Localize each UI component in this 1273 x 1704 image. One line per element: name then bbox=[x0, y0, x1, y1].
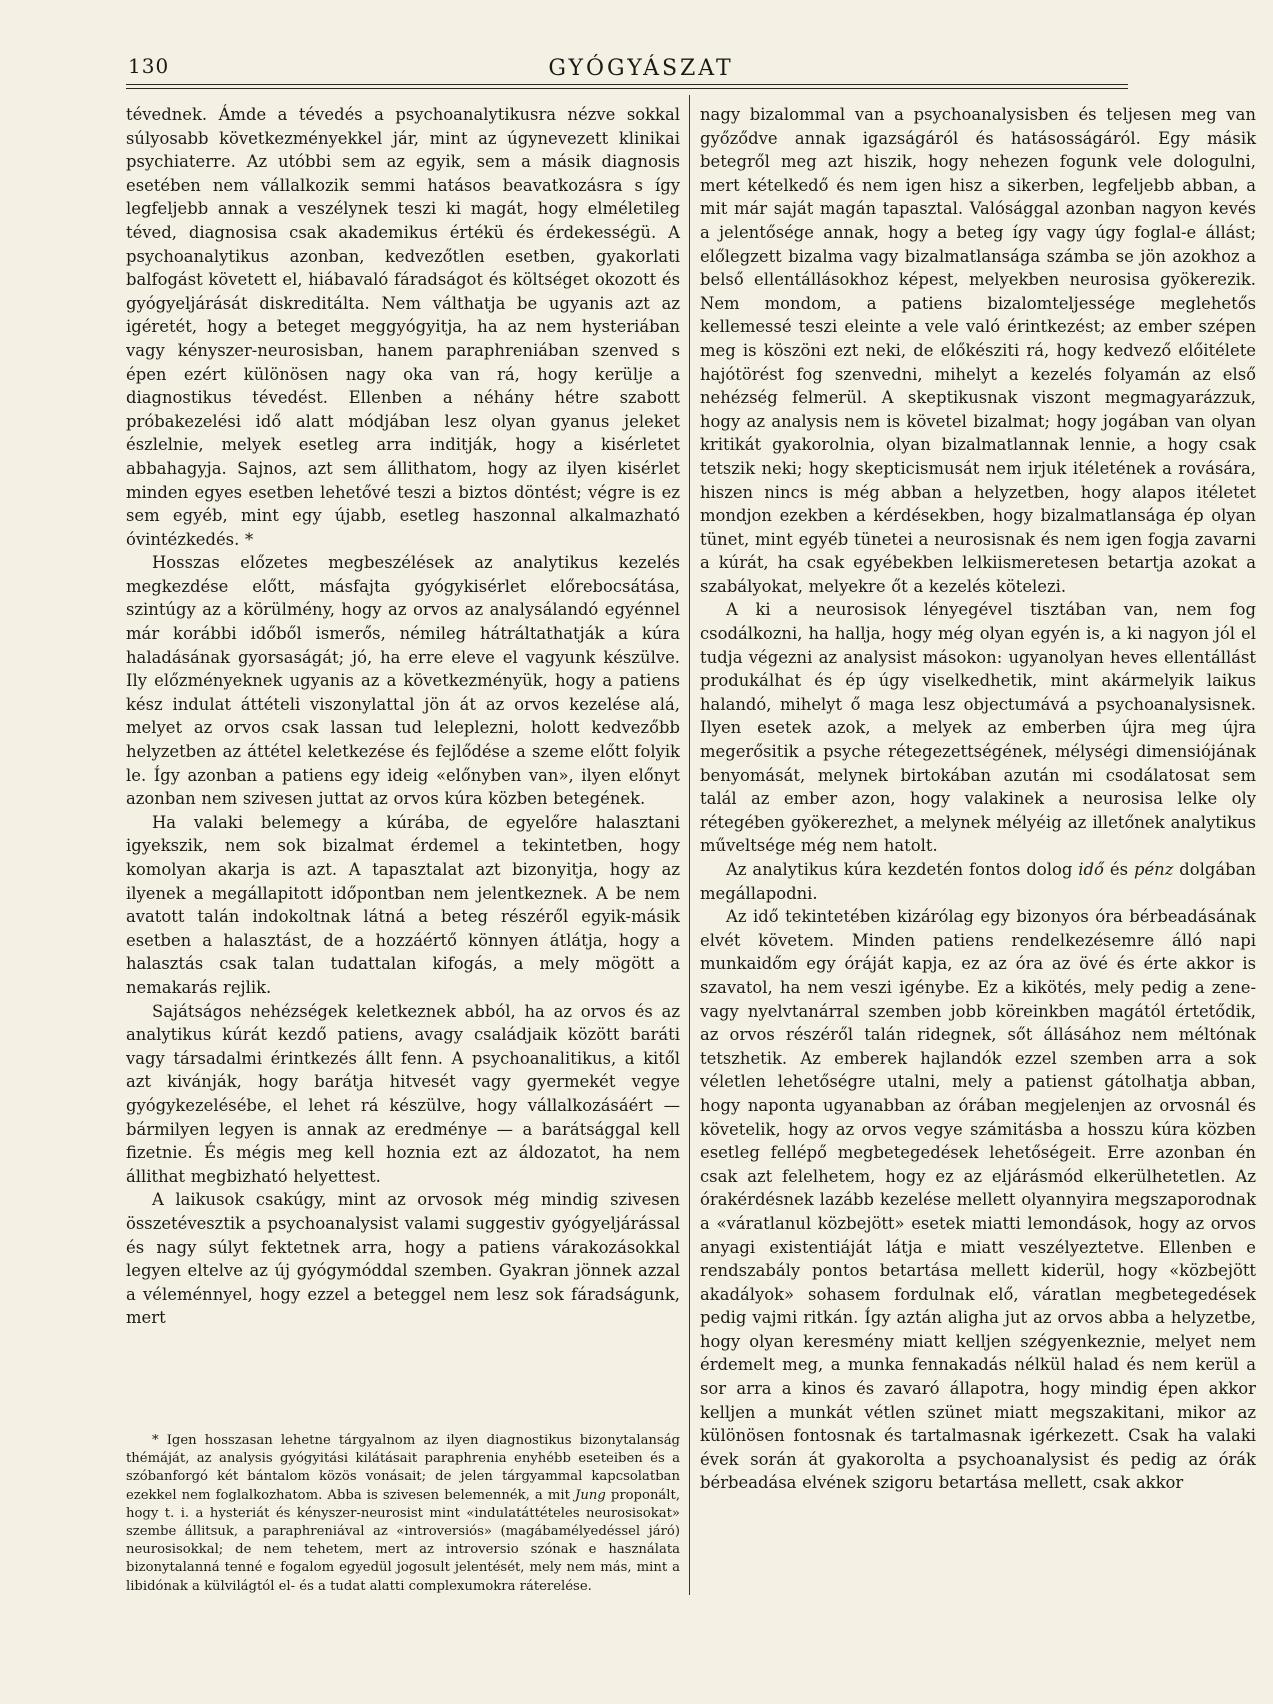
page-number: 130 bbox=[128, 54, 170, 78]
paragraph: tévednek. Ámde a tévedés a psychoanalytikusra nézve sokkal súlyosabb következményekkel jár, mint az úgynevezett klinikai psychiaterre. Az utóbbi sem az egyik, sem a másik diagnosis esetében nem vállalkozik semmi hatásos beavatkozásra s így legfeljebb annak a veszélynek teszi ki magát, hogy elméletileg téved, diagnosisa csak akademikus értékü és érdekességü. A psychoanalytikus azonban, kedvezőtlen esetben, gyakorlati balfogást követett el, hiábavaló fáradságot és költséget okozott és gyógyeljárását diskreditálta. Nem válthatja be ugyanis azt az igéretét, hogy a beteget meggyógyitja, ha az nem hysteriában vagy kényszer-neurosisban, hanem paraphreniában szenved s épen ezért különösen nagy oka van rá, hogy kerülje a diagnostikus tévedést. Ellenben a néhány hétre szabott próbakezelési idő alatt módjában lesz olyan gyanus jeleket észlelnie, melyek esetleg arra inditják, hogy a kisérletet abbahagyja. Sajnos, azt sem állithatom, hogy az ilyen kisérlet minden egyes esetben lehetővé teszi a biztos döntést; végre is ez sem egyéb, mint egy újabb, esetleg haszonnal alkalmazható óvintézkedés. * bbox=[126, 105, 680, 549]
header-rule-thin bbox=[126, 88, 1128, 89]
paragraph: Az idő tekintetében kizárólag egy bizonyos óra bérbeadásának elvét követem. Minden patiens rendelkezésemre álló napi munkaidőm egy óráját kapja, ez az óra az övé és érte akkor is szavatol, ha nem veszi igénybe. Ez a kikötés, mely pedig a zene- vagy nyelvtanárral szemben jobb köreinkben magától értetődik, az orvos részéről talán ridegnek, sőt állásához nem méltónak tetszhetik. Az emberek hajlandók ezzel szemben arra a sok véletlen lehetőségre utalni, mely a patienst gátolhatja abban, hogy naponta ugyanabban az órában megjelenjen az orvosnál és követelik, hogy az orvos vegye számitásba a hosszu kúra közben esetleg fellépő megbetegedések lehetőségeit. Erre azonban én csak azt felelhetem, hogy ez az eljárásmód elkerülhetetlen. Az órakérdésnek lazább kezelése mellett olyannyira megszaporodnak a «váratlanul közbejött» esetek miatti lemondások, hogy az orvos anyagi existentiáját látja e miatt veszélyeztetve. Ellenben e rendszabály pontos betartása mellett kiderül, hogy «közbejött akadályok» sohasem fordulnak elő, váratlan megbetegedések pedig vajmi ritkán. Így aztán aligha jut az orvos abba a helyzetbe, hogy olyan keresmény miatt kelljen szégyenkeznie, melyet nem érdemelt meg, a munka fennakadás nélkül halad és nem kerül a sor arra a kinos és zavaró állapotra, hogy mindig épen akkor kelljen a munkát vétlen szünet miatt megszakitani, mikor az különösen fontosnak és tartalmasnak igérkezett. Csak ha valaki évek során át gyakorolta a psychoanalysist és pedig az órák bérbeadása elvének szigoru betartása mellett, csak akkor bbox=[700, 907, 1256, 1493]
footnote-text: * Igen hosszasan lehetne tárgyalnom az ilyen diagnostikus bizonytalanság thémáját, az analysis gyógyitási kilátásait paraphrenia enyhébb eseteiben és a szóbanforgó két bántalom közös vonásait; de jelen tárgyammal kapcsolatban ezekkel nem foglalkozhatom. Abba is szivesen belemennék, a mit Jung proponált, hogy t. i. a hysteriát és kényszer-neurosist mint «indulatáttételes neurosisokat» szembe állitsuk, a paraphreniával az «introversiós» (magábamélyedéssel járó) neurosisokkal; de nem tehetem, mert az introversio szónak e használata bizonytalanná tenné e fogalom egyedül jogosult jelentését, mely nem más, mint a libidónak a külvilágtól el- és a tudat alatti complexumokra ráterelése. bbox=[126, 1433, 681, 1594]
left-column bbox=[126, 103, 680, 1330]
paragraph: A ki a neurosisok lényegével tisztában van, nem fog csodálkozni, ha hallja, hogy még olyan egyén is, a ki nagyon jól el tudja végezni az analysist másokon: ugyanolyan heves ellentállást produkálhat és ép úgy viselkedhetik, mint akármelyik laikus halandó, mihelyt ő maga lesz objectumává a psychoanalysisnek. Ilyen esetek azok, a melyek az emberben újra meg újra megerősitik a psyche rétegezettségének, mélységi dimensiójának benyomását, melynek birtokában azután mi csodálatosat sem talál az ember azon, hogy valakinek a neurosisa lelke oly rétegében gyökerezhet, a melynek mélyéig az illetőnek analytikus műveltsége még nem hatolt. bbox=[700, 600, 1256, 856]
paragraph: A laikusok csakúgy, mint az orvosok még mindig szivesen összetévesztik a psychoanalysist valami suggestiv gyógyeljárással és nagy súlyt fektetnek arra, hogy a patiens várakozásokkal legyen eltelve az új gyógymóddal szemben. Gyakran jönnek azzal a véleménnyel, hogy ezzel a beteggel nem lesz sok fáradságunk, mert bbox=[126, 1190, 680, 1328]
running-title: GYÓGYÁSZAT bbox=[548, 56, 734, 81]
paragraph: Az analytikus kúra kezdetén fontos dolog idő és pénz dolgában megállapodni. bbox=[700, 860, 1256, 903]
header-rule bbox=[126, 84, 1128, 85]
footnote bbox=[126, 1432, 680, 1596]
paragraph: Hosszas előzetes megbeszélések az analytikus kezelés megkezdése előtt, másfajta gyógykisérlet előrebocsátása, szintúgy az a körülmény, hogy az orvos az analysálandó egyénnel már korábbi időből ismerős, némileg hátráltathatják a kúra haladásának gyorsaságát; jó, ha erre eleve el vagyunk készülve. Ily előzményeknek ugyanis az a következményük, hogy a patiens kész indulat áttételi viszonylattal jön át az orvos kezelése alá, melyet az orvos csak lassan tud leleplezni, holott kedvezőbb helyzetben az áttétel keletkezése és fejlődése a szeme előtt folyik le. Így azonban a patiens egy ideig «előnyben van», ilyen előnyt azonban nem szivesen juttat az orvos kúra közben betegének. bbox=[126, 553, 680, 809]
paragraph: Sajátságos nehézségek keletkeznek abból, ha az orvos és az analytikus kúrát kezdő patiens, avagy családjaik között baráti vagy társadalmi érintkezés állt fenn. A psychoanalitikus, a kitől azt kivánják, hogy barátja hitvesét vagy gyermekét vegye gyógykezelésébe, el lehet rá készülve, hogy vállalkozásáért — bármilyen legyen is annak az eredménye — a barátsággal kell fizetnie. És mégis meg kell hoznia ezt az áldozatot, ha nem állithat megbizható helyettest. bbox=[126, 1001, 680, 1186]
paragraph: nagy bizalommal van a psychoanalysisben és teljesen meg van győződve annak igazságáról és hatásosságáról. Egy másik betegről meg azt hiszik, hogy nehezen fogunk vele dologulni, mert kételkedő és nem igen hisz a sikerben, legfeljebb abban, a mit már saját magán tapasztal. Valósággal azonban nagyon kevés a jelentősége annak, hogy a beteg így vagy úgy foglal-e állást; előlegzett bizalma vagy bizalmatlansága számba se jön azokhoz a belső ellentállásokhoz képest, melyekben neurosisa gyökerezik. Nem mondom, a patiens bizalomteljessége meglehetős kellemessé teszi eleinte a vele való érintkezést; az ember szépen meg is köszöni ezt neki, de előkésziti rá, hogy kedvező előitélete hajótörést fog szenvedni, mihelyt a kezelés folyamán az első nehézség felmerül. A skeptikusnak viszont megmagyarázzuk, hogy az analysis nem is követel bizalmat; hogy jogában van olyan kritikát gyakorolnia, olyan bizalmatlannak lennie, a hogy csak tetszik neki; hogy skepticismusát nem irjuk itéletének a rovására, hiszen nincs is még abban a helyzetben, hogy alapos itéletet mondjon ezekben a kérdésekben, hogy bizalmatlansága ép olyan tünet, mint egyéb tünetei a neurosisnak és nem igen fogja zavarni a kúrát, ha csak egyébekben lelkiismeretesen betartja azokat a szabályokat, melyekre őt a kezelés kötelezi. bbox=[700, 105, 1256, 596]
emphasis-penz: pénz bbox=[1133, 860, 1174, 879]
column-separator bbox=[689, 95, 690, 1595]
footnote-author: Jung bbox=[575, 1487, 606, 1503]
right-column bbox=[700, 103, 1256, 1495]
paragraph: Ha valaki belemegy a kúrába, de egyelőre halasztani igyekszik, nem sok bizalmat érdemel a tekintetben, hogy komolyan akarja is azt. A tapasztalat azt bizonyitja, hogy az ilyenek a megállapitott időpontban nem jelentkeznek. A be nem avatott talán indokoltnak látná a beteg részéről egyik-másik esetben a halasztást, de a hozzáértő könnyen átlátja, hogy a halasztás csak talan tudattalan kifogás, a mely mögött a nemakarás rejlik. bbox=[126, 812, 680, 997]
emphasis-ido: idő bbox=[1078, 860, 1104, 879]
